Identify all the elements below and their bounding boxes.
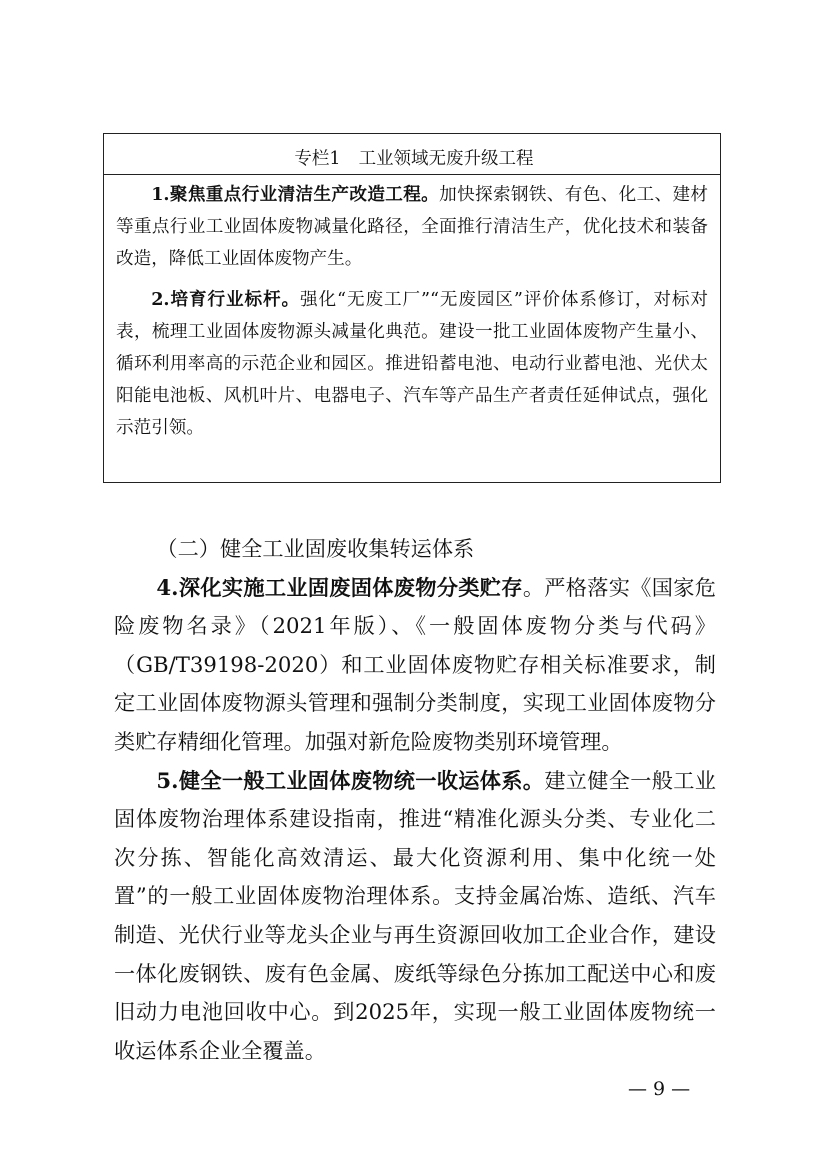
feature-item-text: 加快探索钢铁、有色、化工、建材等重点行业工业固体废物减量化路径，全面推行清洁生产，优化技术和装备改造，降低工业固体废物产生。 bbox=[116, 185, 708, 270]
paragraph-text: 建立健全一般工业固体废物治理体系建设指南，推进“精准化源头分类、专业化二次分拣、智能化高效清运、最大化资源利用、集中化统一处置”的一般工业固体废物治理体系。支持金属冶炼、造纸、汽车制造、光伏行业等龙头企业与再生资源回收加工企业合作，建设一体化废钢铁、废有色金属、废纸等绿色分拣加工配送中心和废旧动力电池回收中心。到2025年，实现一般工业固体废物统一收运体系企业全覆盖。 bbox=[114, 767, 716, 1063]
paragraph-lead: 5.健全一般工业固体废物统一收运体系。 bbox=[156, 767, 545, 793]
feature-item-text: 强化“无废工厂”“无废园区”评价体系修订，对标对表，梳理工业固体废物源头减量化典范。建设一批工业固体废物产生量小、循环利用率高的示范企业和园区。推进铅蓄电池、电动行业蓄电池、光伏太阳能电池板、风机叶片、电器电子、汽车等产品生产者责任延伸试点，强化示范引领。 bbox=[116, 289, 708, 439]
feature-box-label: 专栏1 bbox=[294, 148, 341, 169]
main-content bbox=[114, 530, 716, 1070]
paragraph-text: 。严格落实《国家危险废物名录》（2021年版）、《一般固体废物分类与代码》（GB/T39198-2020）和工业固体废物贮存相关标准要求，制定工业固体废物源头管理和强制分类制度，实现工业固体废物分类贮存精细化管理。加强对新危险废物类别环境管理。 bbox=[114, 574, 716, 754]
feature-item bbox=[116, 284, 708, 445]
feature-box-body bbox=[104, 175, 720, 445]
section-heading: （二）健全工业固废收集转运体系 bbox=[156, 536, 475, 561]
feature-box-header bbox=[104, 134, 720, 175]
paragraph bbox=[114, 569, 716, 762]
paragraph-lead: 4.深化实施工业固废固体废物分类贮存 bbox=[156, 574, 523, 600]
page-number: — 9 — bbox=[628, 1078, 691, 1100]
feature-item-lead: 2.培育行业标杆。 bbox=[151, 288, 301, 310]
feature-item bbox=[116, 179, 708, 276]
feature-box-title: 工业领域无废升级工程 bbox=[358, 148, 534, 169]
feature-box bbox=[103, 133, 721, 483]
feature-item-lead: 1.聚焦重点行业清洁生产改造工程。 bbox=[151, 184, 440, 205]
paragraph bbox=[114, 762, 716, 1071]
